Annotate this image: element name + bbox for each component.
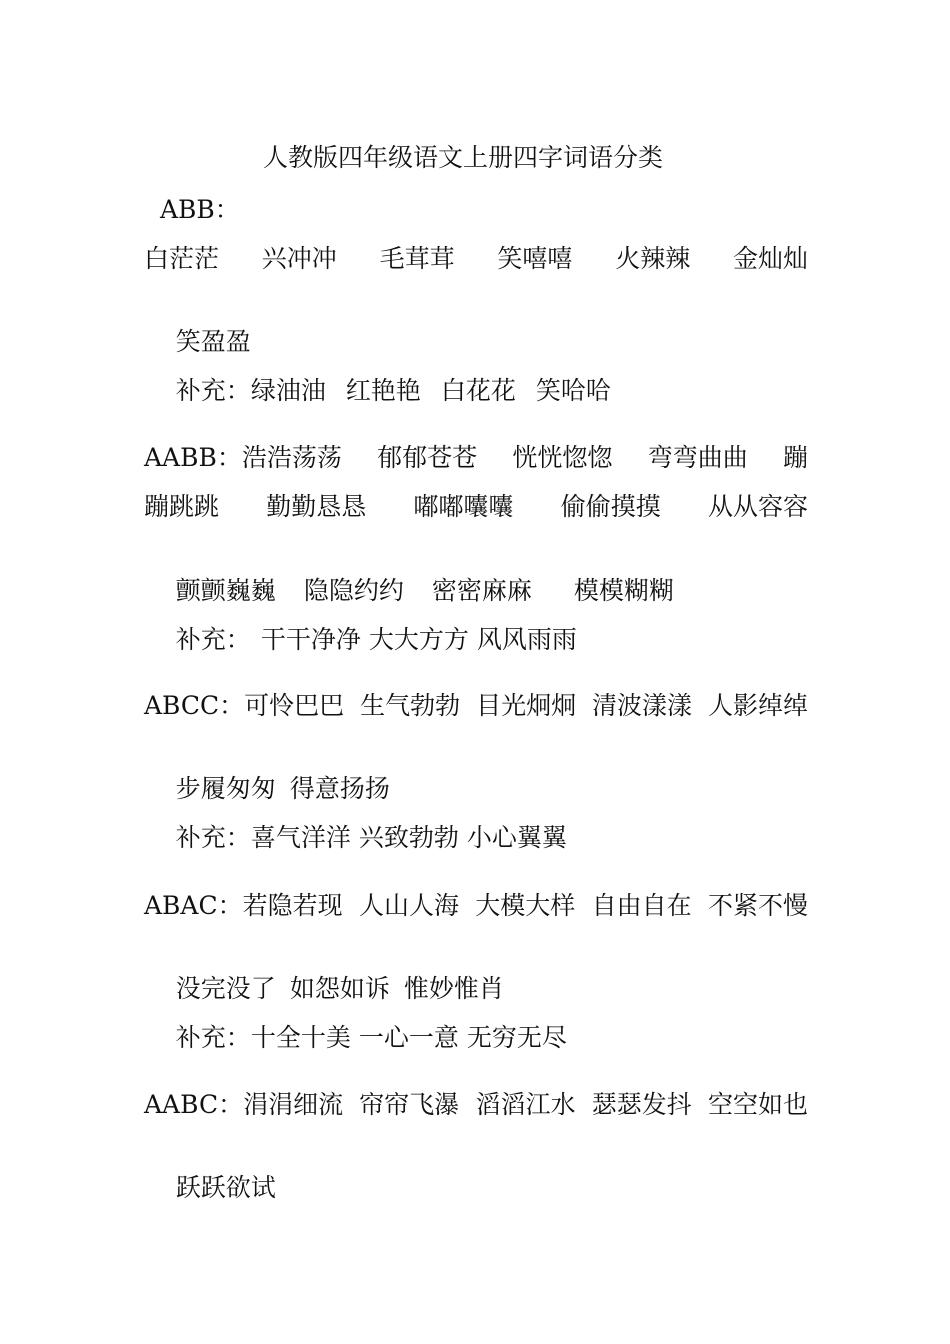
abac-supplement-word: 十全十美	[250, 1023, 351, 1052]
supplement-label: 补充：	[175, 1023, 251, 1052]
aabb-supplement	[144, 589, 808, 691]
abb-supplement-word: 白花花	[440, 376, 516, 405]
abb-word: 火辣辣	[615, 244, 691, 273]
abb-heading: ABB：	[160, 195, 240, 224]
supplement-label: 补充：	[175, 625, 251, 654]
aabb-word: 浩浩荡荡	[241, 443, 342, 472]
aabc-word: 空空如也	[707, 1090, 808, 1119]
aabb-line-1	[144, 441, 808, 475]
aabc-line-1	[144, 1088, 808, 1122]
abcc-supplement-word: 小心翼翼	[466, 823, 567, 852]
aabb-supplement-word: 大大方方	[368, 625, 469, 654]
abcc-word: 生气勃勃	[360, 691, 461, 720]
abac-word: 如怨如诉	[289, 974, 390, 1003]
abb-word: 兴冲冲	[261, 244, 337, 273]
aabb-word: 颤颤巍巍	[175, 576, 276, 605]
abcc-supplement-word: 喜气洋洋	[250, 823, 351, 852]
abb-supplement-word: 绿油油	[250, 376, 326, 405]
aabb-word: 勤勤恳恳	[266, 492, 367, 521]
abcc-word: 人影绰绰	[707, 691, 808, 720]
abac-word: 没完没了	[175, 974, 276, 1003]
abac-heading: ABAC：	[144, 891, 243, 920]
abb-word: 笑嘻嘻	[497, 244, 573, 273]
aabc-first	[144, 1088, 343, 1122]
aabb-word: 蹦	[782, 443, 808, 472]
aabb-heading: AABB：	[144, 443, 242, 472]
abcc-word: 得意扬扬	[289, 774, 390, 803]
abac-supplement	[144, 987, 808, 1089]
abcc-heading: ABCC：	[144, 691, 245, 720]
aabc-word: 跃跃欲试	[175, 1173, 276, 1202]
abac-word: 自由自在	[591, 891, 692, 920]
abac-word: 人山人海	[358, 891, 459, 920]
abac-supplement-word: 一心一意	[358, 1023, 459, 1052]
abac-line-1	[144, 889, 808, 923]
aabb-word: 弯弯曲曲	[647, 443, 748, 472]
aabb-word: 从从容容	[707, 492, 808, 521]
aabc-word: 帘帘飞瀑	[359, 1090, 460, 1119]
abb-supplement-word: 红艳艳	[345, 376, 421, 405]
abcc-supplement	[144, 787, 808, 889]
aabb-first	[144, 441, 342, 475]
abcc-first	[144, 689, 344, 723]
aabb-word: 蹦跳跳	[144, 492, 220, 521]
aabb-word: 隐隐约约	[303, 576, 404, 605]
document-title: 人教版四年级语文上册四字词语分类	[262, 143, 663, 172]
aabc-word: 滔滔江水	[475, 1090, 576, 1119]
supplement-label: 补充：	[175, 823, 251, 852]
aabb-line-2	[144, 490, 808, 524]
aabb-supplement-word: 风风雨雨	[476, 625, 577, 654]
abcc-word: 步履匆匆	[175, 774, 276, 803]
abb-word: 笑盈盈	[175, 327, 251, 356]
abcc-word: 可怜巴巴	[244, 691, 345, 720]
aabc-heading: AABC：	[144, 1090, 244, 1119]
abac-word: 不紧不慢	[707, 891, 808, 920]
aabb-word: 嘟嘟囔囔	[413, 492, 514, 521]
abb-word: 金灿灿	[732, 244, 808, 273]
abcc-supplement-word: 兴致勃勃	[358, 823, 459, 852]
abcc-line-1	[144, 689, 808, 723]
aabb-word: 郁郁苍苍	[377, 443, 478, 472]
aabb-word: 模模糊糊	[573, 576, 674, 605]
aabc-word: 瑟瑟发抖	[591, 1090, 692, 1119]
abb-supplement	[144, 340, 808, 442]
abb-supplement-word: 笑哈哈	[535, 376, 611, 405]
aabb-word: 恍恍惚惚	[512, 443, 613, 472]
aabc-line-2	[144, 1137, 808, 1239]
abac-word: 若隐若现	[242, 891, 343, 920]
abac-first	[144, 889, 343, 923]
aabb-word: 偷偷摸摸	[560, 492, 661, 521]
aabb-word: 密密麻麻	[431, 576, 532, 605]
abac-word: 惟妙惟肖	[403, 974, 504, 1003]
aabb-supplement-word: 干干净净	[260, 625, 361, 654]
aabc-word: 涓涓细流	[243, 1090, 344, 1119]
supplement-label: 补充：	[175, 376, 251, 405]
abac-word: 大模大样	[475, 891, 576, 920]
abb-words-line-1	[144, 242, 808, 276]
abcc-word: 清波漾漾	[592, 691, 693, 720]
abb-word: 白茫茫	[144, 244, 220, 273]
abac-supplement-word: 无穷无尽	[466, 1023, 567, 1052]
abcc-word: 目光炯炯	[476, 691, 577, 720]
abb-word: 毛茸茸	[379, 244, 455, 273]
